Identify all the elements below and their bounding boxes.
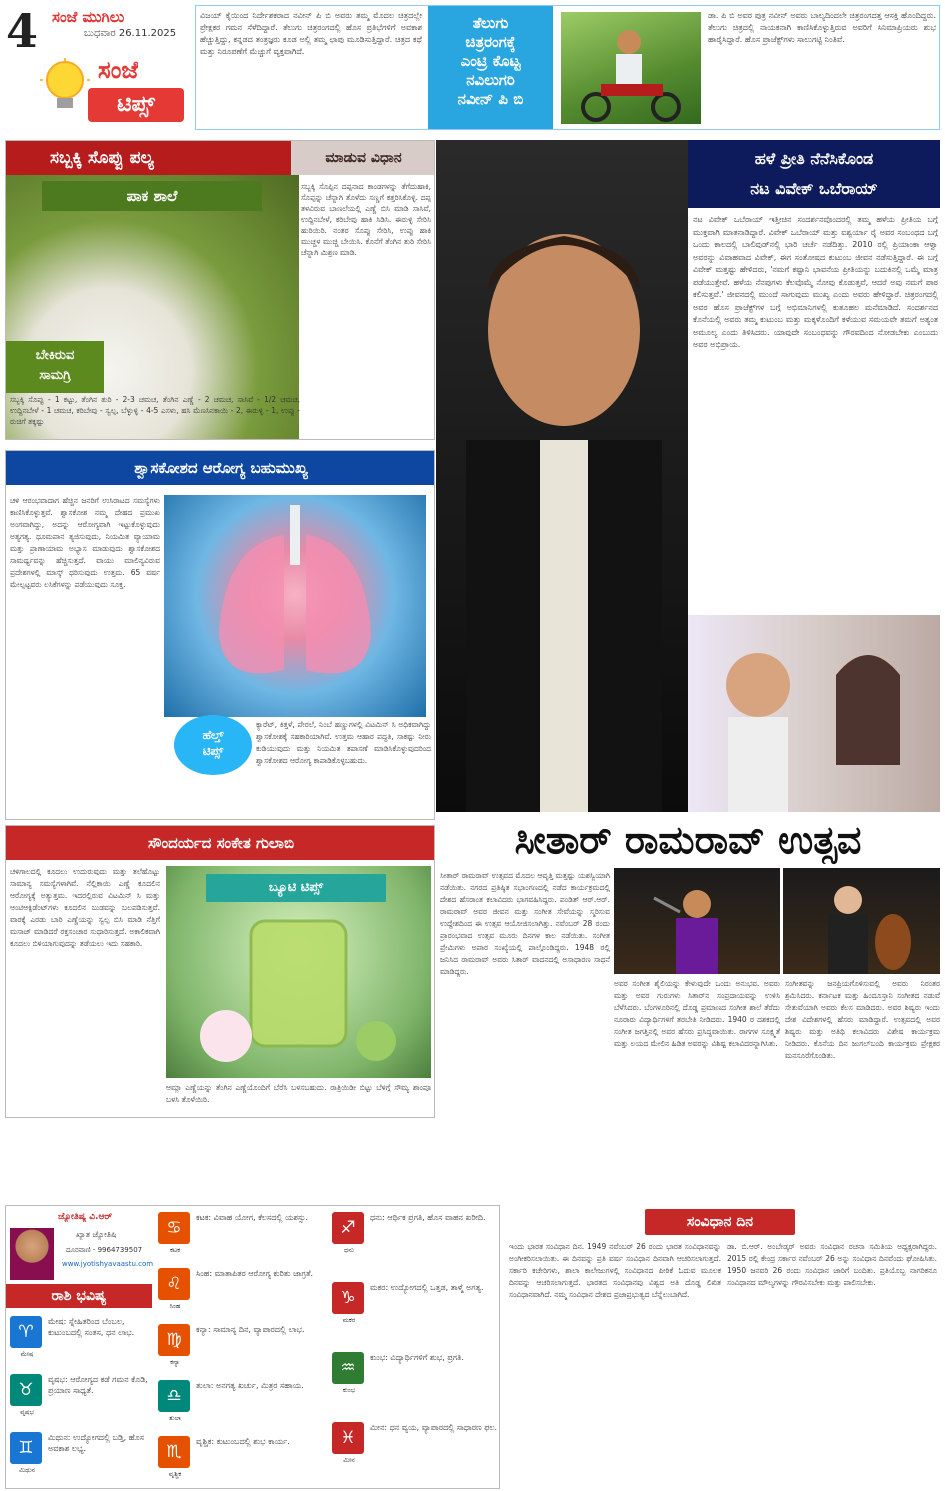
- title-line-4: ನವಿಲುಗರಿ: [466, 71, 515, 89]
- health-badge-2: ಟಿಪ್ಸ್: [202, 744, 224, 758]
- health-left-text: ಚಳಿ ಆರಂಭವಾದಾಗ ಹೆಚ್ಚಿನ ಜನರಿಗೆ ಉಸಿರಾಟದ ಸಮಸ್ಯೆಗಳು ಕಾಣಿಸಿಕೊಳ್ಳುತ್ತವೆ. ಶ್ವಾಸಕೋಶ ನಮ್ಮ ದೇಹದ ಪ್ರಮುಖ ಅಂಗವಾಗಿದ್ದು, ಅದನ್ನು ಆರೋಗ್ಯವಾಗಿ ಇಟ್ಟುಕೊಳ್ಳುವುದು ಅತ್ಯಗತ್ಯ. ಧೂಮಪಾನ ತ್ಯಜಿಸುವುದು, ನಿಯಮಿತ ವ್ಯಾಯಾಮ ಮತ್ತು ಪ್ರಾಣಾಯಾಮ ಅಭ್ಯಾಸ ಮಾಡುವುದು ಶ್ವಾಸಕೋಶದ ಸಾಮರ್ಥ್ಯವನ್ನು ಹೆಚ್ಚಿಸುತ್ತದೆ. ವಾಯು ಮಾಲಿನ್ಯವಿರುವ ಪ್ರದೇಶಗಳಲ್ಲಿ ಮಾಸ್ಕ್ ಧರಿಸುವುದು ಉತ್ತಮ. 65 ವರ್ಷ ಮೇಲ್ಪಟ್ಟವರು ಲಸಿಕೆಗಳನ್ನು ಪಡೆಯುವುದು ಸೂಕ್ತ.: [10, 496, 160, 589]
- zodiac-name: ವೃಶ್ಚಿಕ: [168, 1470, 182, 1478]
- ingredients-label-2: ಸಾಮಗ್ರಿ: [39, 368, 71, 383]
- zodiac-item: [158, 1378, 328, 1430]
- zodiac-item: [332, 1420, 498, 1472]
- zodiac-4-icon: ♋: [158, 1212, 190, 1244]
- constitution-section: [505, 1205, 940, 1489]
- photo-singer: [614, 868, 780, 974]
- recipe-title: ಸಬ್ಬಕ್ಕಿ ಸೊಪ್ಪು ಪಲ್ಯ: [6, 141, 291, 175]
- zodiac-item: [158, 1322, 328, 1374]
- sitar-col2: ಅವರ ಸಂಗೀತ ಶೈಲಿಯನ್ನು ಕೇಳುವುದೇ ಒಂದು ಅನುಭವ. ಅವರು ಮತ್ತು ಅವರ ಗುರುಗಳು ಸಿತಾರ್‌ನ ಸಂಪ್ರದಾಯವನ್ನು ಉಳಿಸಿ ಬೆಳೆಸಿದರು. ಬೆಂಗಳೂರಿನಲ್ಲಿ ದೊಡ್ಡ ಪ್ರಮಾಣದ ಸಂಗೀತ ಶಾಲೆ ತೆರೆದು ನೂರಾರು ವಿದ್ಯಾರ್ಥಿಗಳಿಗೆ ತರಬೇತಿ ನೀಡಿದರು. 1940 ರ ದಶಕದಲ್ಲಿ ಸಂಗೀತ ಜಗತ್ತಿನಲ್ಲಿ ಅವರ ಹೆಸರು ಪ್ರಸಿದ್ಧವಾಯಿತು. ರಾಗಗಳ ಸೂಕ್ಷ್ಮತೆ ಮತ್ತು ಲಯದ ಮೇಲಿನ ಹಿಡಿತ ಅವರನ್ನು ವಿಶಿಷ್ಟ ಕಲಾವಿದರನ್ನಾಗಿಸಿತು.: [614, 979, 780, 1048]
- photo-cellist: [783, 868, 940, 974]
- zodiac-name: ಮಿಥುನ: [18, 1466, 36, 1474]
- ingredients-label: [6, 341, 104, 393]
- astrology-section: [5, 1205, 500, 1489]
- zodiac-12-icon: ♓: [332, 1422, 364, 1454]
- zodiac-item: [10, 1430, 152, 1482]
- zodiac-11-icon: ♒: [332, 1352, 364, 1384]
- zodiac-7-icon: ♎: [158, 1380, 190, 1412]
- zodiac-text: ಮೀನ: ಧನ ವ್ಯಯ, ವ್ಯಾಪಾರದಲ್ಲಿ ಸಾಧಾರಣ ಫಲ.: [370, 1423, 498, 1432]
- astro-website: www.jyotishyavaastu.com: [62, 1260, 154, 1268]
- vivek-title-2: ನಟ ವಿವೇಕ್ ಒಬೆರಾಯ್: [750, 179, 878, 198]
- top-story-right-text: ಡಾ. ಪಿ ಬಿ ಅವರ ಪುತ್ರ ನವೀನ್ ಅವರು ಬಾಲ್ಯದಿಂದಲೇ ಚಿತ್ರರಂಗದತ್ತ ಆಸಕ್ತಿ ಹೊಂದಿದ್ದರು. ತೆಲುಗು ಚಿತ್ರದಲ್ಲಿ ನಾಯಕನಾಗಿ ಕಾಣಿಸಿಕೊಳ್ಳುತ್ತಿರುವ ಅವರಿಗೆ ಸಿನಿಮಾಪ್ರಿಯರು ಶುಭ ಹಾರೈಸಿದ್ದಾರೆ. ಹೊಸ ಪ್ರಾಜೆಕ್ಟ್‌ಗಳು ಸಾಲುಗಟ್ಟಿ ನಿಂತಿವೆ.: [708, 11, 936, 44]
- top-story-left-text: ವಿಜಯ್ ಕೈಯಿಂದ ನಿರ್ದೇಶಕರಾದ ನವೀನ್ ಪಿ ಬಿ ಅವರು ತಮ್ಮ ಮೊದಲ ಚಿತ್ರದಲ್ಲೇ ಪ್ರೇಕ್ಷಕರ ಗಮನ ಸೆಳೆದಿದ್ದಾರೆ. ತೆಲುಗು ಚಿತ್ರರಂಗದಲ್ಲಿ ಹೊಸ ಪ್ರತಿಭೆಗಳಿಗೆ ಅವಕಾಶ ಹೆಚ್ಚುತ್ತಿದ್ದು, ಕನ್ನಡದ ತಂತ್ರಜ್ಞರು ಕೂಡ ಅಲ್ಲಿ ತಮ್ಮ ಛಾಪು ಮೂಡಿಸುತ್ತಿದ್ದಾರೆ. ಚಿತ್ರದ ಕಥೆ ಮತ್ತು ನಿರೂಪಣೆಗೆ ಮೆಚ್ಚುಗೆ ವ್ಯಕ್ತವಾಗಿದೆ.: [200, 11, 422, 56]
- health-title: ಶ್ವಾಸಕೋಶದ ಆರೋಗ್ಯ ಬಹುಮುಖ್ಯ: [6, 451, 435, 485]
- sitar-col3: ಸಂಗೀತವನ್ನು ಜನಪ್ರಿಯಗೊಳಿಸುವಲ್ಲಿ ಅವರು ನಿರಂತರ ಶ್ರಮಿಸಿದರು. ಕರ್ನಾಟಕ ಮತ್ತು ಹಿಂದೂಸ್ತಾನಿ ಸಂಗೀತದ ನಡುವೆ ಸೇತುವೆಯಾಗಿ ಅವರು ಕೆಲಸ ಮಾಡಿದರು. ಅವರ ಶಿಷ್ಯರು ಇಂದು ದೇಶ ವಿದೇಶಗಳಲ್ಲಿ ಹೆಸರು ಮಾಡಿದ್ದಾರೆ. ಉತ್ಸವದಲ್ಲಿ ಅವರ ಶಿಷ್ಯರು ಮತ್ತು ಅತಿಥಿ ಕಲಾವಿದರು ವಿಶೇಷ ಕಾರ್ಯಕ್ರಮ ನೀಡಿದರು. ಕೊನೆಯ ದಿನ ಜುಗಲ್‌ಬಂದಿ ಕಾರ್ಯಕ್ರಮ ಪ್ರೇಕ್ಷಕರ ಮನಸೂರೆಗೊಂಡಿತು.: [785, 979, 940, 1060]
- kitchen-label: ಪಾಕ ಶಾಲೆ: [42, 181, 262, 211]
- recipe-section: [5, 140, 435, 440]
- zodiac-8-icon: ♏: [158, 1436, 190, 1468]
- zodiac-item: [332, 1280, 498, 1332]
- zodiac-item: [332, 1350, 498, 1402]
- zodiac-6-icon: ♍: [158, 1324, 190, 1356]
- method-text: ಸಬ್ಬಕ್ಕಿ ಸೊಪ್ಪಿನ ದಪ್ಪನಾದ ಕಾಂಡಗಳನ್ನು ತೆಗೆದುಹಾಕಿ, ಸೊಪ್ಪನ್ನು ಚೆನ್ನಾಗಿ ತೊಳೆದು ಸಣ್ಣಗೆ ಕತ್ತರಿಸಿಕೊಳ್ಳಿ. ದಪ್ಪ ತಳವಿರುವ ಬಾಣಲೆಯಲ್ಲಿ ಎಣ್ಣೆ ಬಿಸಿ ಮಾಡಿ ಸಾಸಿವೆ, ಉದ್ದಿನಬೇಳೆ, ಕರಿಬೇವು ಹಾಕಿ ಸಿಡಿಸಿ. ಈರುಳ್ಳಿ ಸೇರಿಸಿ ಹುರಿಯಿರಿ. ನಂತರ ಸೊಪ್ಪು ಸೇರಿಸಿ, ಉಪ್ಪು ಹಾಕಿ ಮುಚ್ಚಳ ಮುಚ್ಚಿ ಬೇಯಿಸಿ. ಕೊನೆಗೆ ತೆಂಗಿನ ತುರಿ ಸೇರಿಸಿ ಚೆನ್ನಾಗಿ ಮಿಶ್ರಣ ಮಾಡಿ.: [301, 182, 431, 257]
- astro-phone: ದೂರವಾಣಿ - 9964739507: [66, 1246, 143, 1254]
- zodiac-1-icon: ♈: [10, 1316, 42, 1348]
- ingredients-label-1: ಬೇಕಿರುವ: [35, 348, 75, 363]
- constitution-col1: ಇಂದು ಭಾರತ ಸಂವಿಧಾನ ದಿನ. 1949 ನವೆಂಬರ್ 26 ರಂದು ಭಾರತ ಸಂವಿಧಾನವನ್ನು ಅಂಗೀಕರಿಸಲಾಯಿತು. ಈ ದಿನವನ್ನು ಪ್ರತಿ ವರ್ಷ ಸಂವಿಧಾನ ದಿನವಾಗಿ ಆಚರಿಸಲಾಗುತ್ತದೆ. ಸರ್ಕಾರಿ ಕಚೇರಿಗಳು, ಶಾಲಾ ಕಾಲೇಜುಗಳಲ್ಲಿ ಸಂವಿಧಾನದ ಪೀಠಿಕೆ ಓದುವ ಮೂಲಕ ದಿನವನ್ನು ಆಚರಿಸಲಾಗುತ್ತದೆ. ಭಾರತದ ಸಂವಿಧಾನವು ವಿಶ್ವದ ಅತಿ ದೊಡ್ಡ ಲಿಖಿತ ಸಂವಿಧಾನವಾಗಿದೆ. ನಮ್ಮ ಸಂವಿಧಾನ ದೇಶದ ಪ್ರಜಾಪ್ರಭುತ್ವದ ಬೆನ್ನೆಲುಬಾಗಿದೆ.: [509, 1242, 721, 1299]
- zodiac-text: ಕಟಕ: ವಿವಾಹ ಯೋಗ, ಕೆಲಸದಲ್ಲಿ ಯಶಸ್ಸು.: [196, 1213, 309, 1222]
- zodiac-name: ಕುಂಭ: [342, 1386, 356, 1394]
- lightbulb-icon: [40, 58, 90, 116]
- photo-vivek-aishwarya: [688, 615, 940, 812]
- zodiac-name: ತುಲಾ: [168, 1414, 182, 1422]
- zodiac-text: ಕನ್ಯಾ: ಸಾಮಾನ್ಯ ದಿನ, ವ್ಯಾಪಾರದಲ್ಲಿ ಲಾಭ.: [196, 1325, 305, 1334]
- zodiac-item: [332, 1210, 498, 1262]
- vivek-title-1: ಹಳೆ ಪ್ರೀತಿ ನೆನೆಸಿಕೊಂಡ: [754, 149, 874, 168]
- zodiac-name: ಮೇಷ: [20, 1350, 34, 1358]
- zodiac-item: [158, 1210, 328, 1262]
- beauty-section: [5, 825, 435, 1118]
- beauty-left-text: ಚಳಿಗಾಲದಲ್ಲಿ ಕೂದಲು ಉದುರುವುದು ಮತ್ತು ತಲೆಹೊಟ್ಟು ಸಾಮಾನ್ಯ ಸಮಸ್ಯೆಗಳಾಗಿವೆ. ನೆಲ್ಲಿಕಾಯಿ ಎಣ್ಣೆ ಕೂದಲಿನ ಆರೋಗ್ಯಕ್ಕೆ ಅತ್ಯುತ್ತಮ. ಇದರಲ್ಲಿರುವ ವಿಟಮಿನ್ ಸಿ ಮತ್ತು ಆಂಟಿಆಕ್ಸಿಡೆಂಟ್‌ಗಳು ಕೂದಲಿನ ಬುಡವನ್ನು ಬಲಪಡಿಸುತ್ತವೆ. ವಾರಕ್ಕೆ ಎರಡು ಬಾರಿ ಎಣ್ಣೆಯನ್ನು ಸ್ವಲ್ಪ ಬಿಸಿ ಮಾಡಿ ನೆತ್ತಿಗೆ ಮಸಾಜ್ ಮಾಡಿದರೆ ರಕ್ತಸಂಚಾರ ಸುಧಾರಿಸುತ್ತದೆ. ಅಕಾಲಿಕವಾಗಿ ಕೂದಲು ಬಿಳಿಯಾಗುವುದನ್ನು ತಡೆಯಲು ಇದು ಸಹಕಾರಿ.: [10, 867, 160, 948]
- zodiac-item: [10, 1314, 152, 1366]
- zodiac-name: ವೃಷಭ: [20, 1408, 34, 1416]
- zodiac-name: ಸಿಂಹ: [169, 1302, 181, 1310]
- zodiac-item: [158, 1434, 328, 1486]
- title-line-3: ಎಂಟ್ರಿ ಕೊಟ್ಟ: [460, 52, 521, 70]
- constitution-title: ಸಂವಿಧಾನ ದಿನ: [645, 1209, 795, 1235]
- sitar-col1: ಸೀತಾರ್ ರಾಮರಾವ್ ಉತ್ಸವದ ಮೊದಲ ಆವೃತ್ತಿ ಮತ್ತಷ್ಟು ಯಶಸ್ವಿಯಾಗಿ ನಡೆಯಿತು. ನಗರದ ಪ್ರತಿಷ್ಠಿತ ಸಭಾಂಗಣದಲ್ಲಿ ನಡೆದ ಕಾರ್ಯಕ್ರಮದಲ್ಲಿ ದೇಶದ ಹೆಸರಾಂತ ಕಲಾವಿದರು ಭಾಗವಹಿಸಿದ್ದರು. ಪಂಡಿತ್ ಆರ್.ಆರ್. ರಾಮರಾವ್ ಅವರ ಜೀವನ ಮತ್ತು ಸಂಗೀತ ಸೇವೆಯನ್ನು ಸ್ಮರಿಸುವ ಉದ್ದೇಶದಿಂದ ಈ ಉತ್ಸವ ಆಯೋಜಿಸಲಾಗಿತ್ತು. ನವೆಂಬರ್ 28 ರಂದು ಪ್ರಾರಂಭವಾದ ಉತ್ಸವ ಮೂರು ದಿನಗಳ ಕಾಲ ನಡೆಯಿತು. ಸಂಗೀತ ಪ್ರೇಮಿಗಳು ಅಪಾರ ಸಂಖ್ಯೆಯಲ್ಲಿ ಪಾಲ್ಗೊಂಡಿದ್ದರು. 1948 ರಲ್ಲಿ ಜನಿಸಿದ ರಾಮರಾವ್ ಅವರು ಸಿತಾರ್ ವಾದನದಲ್ಲಿ ಅಸಾಧಾರಣ ಸಾಧನೆ ಮಾಡಿದ್ದರು.: [440, 871, 610, 976]
- ingredients-text: ಸಬ್ಬಕ್ಕಿ ಸೊಪ್ಪು - 1 ಕಟ್ಟು, ತೆಂಗಿನ ತುರಿ - 2-3 ಚಮಚ, ತೆಂಗಿನ ಎಣ್ಣೆ - 2 ಚಮಚ, ಸಾಸಿವೆ - 1/2 ಚಮಚ, ಉದ್ದಿನಬೇಳೆ - 1 ಚಮಚ, ಕರಿಬೇವು - ಸ್ವಲ್ಪ, ಬೆಳ್ಳುಳ್ಳಿ - 4-5 ಎಸಳು, ಹಸಿ ಮೆಣಸಿನಕಾಯಿ - 2, ಈರುಳ್ಳಿ - 1, ಉಪ್ಪು - ರುಚಿಗೆ ತಕ್ಕಷ್ಟು: [10, 395, 300, 426]
- top-story-title-box: [428, 6, 553, 130]
- health-right-text: ಕ್ಯಾರೆಟ್, ಕಿತ್ತಳೆ, ಪೇರಲೆ, ನಿಂಬೆ ಹಣ್ಣುಗಳಲ್ಲಿ ವಿಟಮಿನ್ ಸಿ ಅಧಿಕವಾಗಿದ್ದು ಶ್ವಾಸಕೋಶಕ್ಕೆ ಸಹಕಾರಿಯಾಗಿವೆ. ಉತ್ತಮ ಆಹಾರ ಪದ್ಧತಿ, ಸಾಕಷ್ಟು ನೀರು ಕುಡಿಯುವುದು ಮತ್ತು ನಿಯಮಿತ ತಪಾಸಣೆ ಮಾಡಿಸಿಕೊಳ್ಳುವುದರಿಂದ ಶ್ವಾಸಕೋಶದ ಆರೋಗ್ಯ ಕಾಪಾಡಿಕೊಳ್ಳಬಹುದು.: [256, 720, 431, 765]
- zodiac-text: ಮಕರ: ಉದ್ಯೋಗದಲ್ಲಿ ಒತ್ತಡ, ತಾಳ್ಮೆ ಅಗತ್ಯ.: [370, 1283, 484, 1292]
- zodiac-2-icon: ♉: [10, 1374, 42, 1406]
- astro-author: ಜ್ಯೋತಿಷ್ಯ ವಿ.ಆರ್: [58, 1212, 113, 1222]
- photo-lungs: [164, 495, 426, 717]
- zodiac-text: ಧನು: ಆರ್ಥಿಕ ಪ್ರಗತಿ, ಹೊಸ ವಾಹನ ಖರೀದಿ.: [370, 1213, 486, 1222]
- zodiac-text: ವೃಶ್ಚಿಕ: ಕುಟುಂಬದಲ್ಲಿ ಶುಭ ಕಾರ್ಯ.: [196, 1437, 290, 1446]
- astro-title: ರಾಶಿ ಭವಿಷ್ಯ: [6, 1284, 152, 1308]
- constitution-col2: ಡಾ. ಬಿ.ಆರ್. ಅಂಬೇಡ್ಕರ್ ಅವರು ಸಂವಿಧಾನ ರಚನಾ ಸಮಿತಿಯ ಅಧ್ಯಕ್ಷರಾಗಿದ್ದರು. 2015 ರಲ್ಲಿ ಕೇಂದ್ರ ಸರ್ಕಾರ ನವೆಂಬರ್ 26 ಅನ್ನು ಸಂವಿಧಾನ ದಿನವೆಂದು ಘೋಷಿಸಿತು. 1950 ಜನವರಿ 26 ರಂದು ಸಂವಿಧಾನ ಜಾರಿಗೆ ಬಂದಿತು. ಪ್ರತಿಯೊಬ್ಬ ನಾಗರಿಕನೂ ಸಂವಿಧಾನದ ಮೌಲ್ಯಗಳನ್ನು ಗೌರವಿಸಬೇಕು ಮತ್ತು ಪಾಲಿಸಬೇಕು.: [727, 1242, 937, 1287]
- zodiac-5-icon: ♌: [158, 1268, 190, 1300]
- zodiac-list: [6, 1206, 500, 1489]
- zodiac-item: [158, 1266, 328, 1318]
- zodiac-name: ಕಟಕ: [169, 1246, 181, 1254]
- zodiac-item: [10, 1372, 152, 1424]
- health-badge: [174, 715, 252, 775]
- zodiac-text: ಮೇಷ: ಸ್ನೇಹಿತರಿಂದ ಬೆಂಬಲ, ಕುಟುಂಬದಲ್ಲಿ ಸಂತಸ, ಧನ ಲಾಭ.: [48, 1317, 135, 1337]
- photo-motorbike-rider: [561, 12, 701, 124]
- issue-date: ಬುಧವಾರ 26.11.2025: [84, 28, 177, 39]
- zodiac-name: ಮೀನ: [343, 1456, 355, 1464]
- health-section: [5, 450, 435, 820]
- zodiac-name: ಕನ್ಯಾ: [170, 1358, 180, 1366]
- beauty-badge: ಬ್ಯೂಟಿ ಟಿಪ್ಸ್: [206, 874, 386, 902]
- title-line-5: ನವೀನ್ ಪಿ ಬಿ: [457, 90, 524, 108]
- zodiac-text: ಸಿಂಹ: ಮಾತಾಪಿತರ ಆರೋಗ್ಯ ಕುರಿತು ಜಾಗ್ರತೆ.: [196, 1269, 314, 1278]
- method-label: ಮಾಡುವ ವಿಧಾನ: [291, 141, 435, 175]
- sitar-title: ಸೀತಾರ್ ರಾಮರಾವ್ ಉತ್ಸವ: [514, 818, 862, 862]
- brand-name: ಸಂಜೆ ಮುಗಿಲು: [52, 8, 125, 26]
- astro-role: ಖ್ಯಾತ ಜ್ಯೋತಿಷಿ: [76, 1230, 117, 1239]
- beauty-title: ಸೌಂದರ್ಯದ ಸಂಕೇತ ಗುಲಾಬಿ: [6, 826, 435, 860]
- health-badge-1: ಹೆಲ್ತ್: [202, 728, 224, 742]
- zodiac-3-icon: ♊: [10, 1432, 42, 1464]
- vivek-article-text: ನಟ ವಿವೇಕ್ ಒಬೆರಾಯ್ ಇತ್ತೀಚಿನ ಸಂದರ್ಶನವೊಂದರಲ್ಲಿ ತಮ್ಮ ಹಳೆಯ ಪ್ರೀತಿಯ ಬಗ್ಗೆ ಮುಕ್ತವಾಗಿ ಮಾತನಾಡಿದ್ದಾರೆ. ವಿವೇಕ್ ಒಬೆರಾಯ್ ಮತ್ತು ಐಶ್ವರ್ಯಾ ರೈ ಅವರ ಸಂಬಂಧದ ಬಗ್ಗೆ ಒಂದು ಕಾಲದಲ್ಲಿ ಬಾಲಿವುಡ್‌ನಲ್ಲಿ ಭಾರಿ ಚರ್ಚೆ ನಡೆದಿತ್ತು. 2010 ರಲ್ಲಿ ಪ್ರಿಯಾಂಕಾ ಆಳ್ವಾ ಅವರನ್ನು ವಿವಾಹವಾದ ವಿವೇಕ್, ಈಗ ಸಂತೋಷದ ಕುಟುಂಬ ಜೀವನ ನಡೆಸುತ್ತಿದ್ದಾರೆ. ಈ ಬಗ್ಗೆ ವಿವೇಕ್ ಮತ್ತಷ್ಟು ಹೇಳಿದರು, 'ನಮಗೆ ಕಷ್ಟಾನಿ ಭಾವನೆಯ ಪ್ರೀತಿಯನ್ನು ಬದುಕಿನಲ್ಲಿ ಒಮ್ಮೆ ಮಾತ್ರ ಪಡೆಯುತ್ತೇವೆ. ಹಳೆಯ ನೆನಪುಗಳು ಕೆಲವೊಮ್ಮೆ ನೋವು ಕೊಡುತ್ತವೆ, ಆದರೆ ಅವು ನಮಗೆ ಪಾಠ ಕಲಿಸುತ್ತವೆ.' ಜೀವನದಲ್ಲಿ ಮುಂದೆ ಸಾಗುವುದು ಮುಖ್ಯ ಎಂದು ಅವರು ಹೇಳಿದ್ದಾರೆ. ಚಿತ್ರರಂಗದಲ್ಲಿ ಅವರ ಹೊಸ ಪ್ರಾಜೆಕ್ಟ್‌ಗಳ ಬಗ್ಗೆ ಅಭಿಮಾನಿಗಳಲ್ಲಿ ಕುತೂಹಲ ಮನೆಮಾಡಿದೆ. ಸಂದರ್ಶನದ ಕೊನೆಯಲ್ಲಿ ಅವರು ತಮ್ಮ ಕುಟುಂಬ ಮತ್ತು ಮಕ್ಕಳೊಂದಿಗೆ ಕಳೆಯುವ ಸಮಯವೇ ತಮಗೆ ಅತ್ಯಂತ ಅಮೂಲ್ಯ ಎಂದು ತಿಳಿಸಿದರು. ಯಾವುದೇ ಸಂಬಂಧವನ್ನು ಗೌರವದಿಂದ ನೋಡಬೇಕು ಎಂಬುದು ಅವರ ಅಭಿಪ್ರಾಯ.: [693, 215, 938, 349]
- photo-vivek-portrait: [436, 140, 688, 812]
- zodiac-text: ತುಲಾ: ಅನಗತ್ಯ ಖರ್ಚು, ಮಿತ್ರರ ಸಹಾಯ.: [196, 1381, 304, 1390]
- masthead: [0, 0, 195, 140]
- zodiac-name: ಧನು: [344, 1246, 354, 1254]
- section-title-top: ಸಂಜೆ: [98, 56, 139, 84]
- zodiac-10-icon: ♑: [332, 1282, 364, 1314]
- beauty-bottom-text: ಆಮ್ಲಾ ಎಣ್ಣೆಯನ್ನು ತೆಂಗಿನ ಎಣ್ಣೆಯೊಂದಿಗೆ ಬೆರೆಸಿ ಬಳಸಬಹುದು. ರಾತ್ರಿಯಿಡೀ ಬಿಟ್ಟು ಬೆಳಿಗ್ಗೆ ಸೌಮ್ಯ ಶಾಂಪೂ ಬಳಸಿ ತೊಳೆಯಿರಿ.: [166, 1083, 431, 1104]
- vivek-title-box: [688, 140, 940, 208]
- title-line-2: ಚಿತ್ರರಂಗಕ್ಕೆ: [465, 33, 516, 51]
- zodiac-text: ವೃಷಭ: ಆರೋಗ್ಯದ ಕಡೆ ಗಮನ ಕೊಡಿ, ಪ್ರಯಾಣ ಸಾಧ್ಯತೆ.: [48, 1375, 148, 1395]
- zodiac-text: ಮಿಥುನ: ಉದ್ಯೋಗದಲ್ಲಿ ಬಡ್ತಿ, ಹೊಸ ಅವಕಾಶ ಲಭ್ಯ.: [48, 1433, 144, 1453]
- page-number: 4: [6, 4, 39, 58]
- zodiac-text: ಕುಂಭ: ವಿದ್ಯಾರ್ಥಿಗಳಿಗೆ ಶುಭ, ಪ್ರಗತಿ.: [370, 1353, 464, 1362]
- zodiac-9-icon: ♐: [332, 1212, 364, 1244]
- zodiac-name: ಮಕರ: [342, 1316, 356, 1324]
- title-line-1: ತೆಲುಗು: [472, 14, 509, 32]
- section-title-bottom: ಟಿಪ್ಸ್: [88, 88, 184, 122]
- top-story: [195, 5, 940, 130]
